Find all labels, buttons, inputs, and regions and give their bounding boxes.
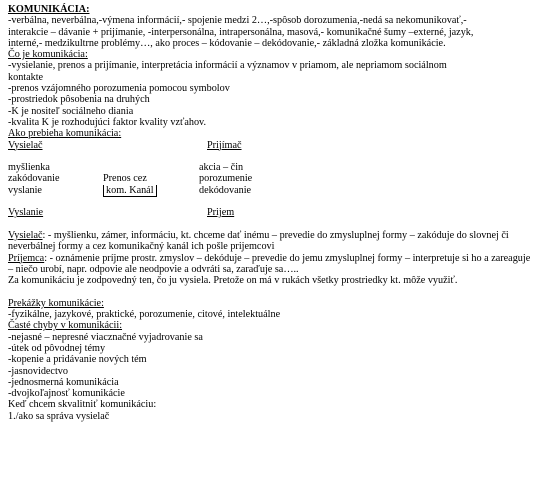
what-line: -K je nositeľ sociálneho diania: [8, 105, 134, 117]
intro-line: interné,- medzikultrne problémy…, ako proces – kódovanie – dekódovanie,- základná zložka komunikácie.: [8, 37, 446, 49]
errors-line: -nejasné – nepresné viacznačné vyjadrovanie sa: [8, 331, 203, 343]
receiver-text: : - oznámenie príjme prostr. zmyslov – dekóduje – prevedie do jemu zmysluplnej formy – interpretuje si ho a zareaguje – niečo urobí, napr. odpovie ale neodpovie a odvráti sa, zaraďuje sa…..: [8, 252, 531, 275]
responsibility-line: Za komunikáciu je zodpovedný ten, čo ju vysiela. Pretože on má v rukách všetky prostriedky kt. môže využiť.: [8, 275, 458, 287]
diagram-row: [8, 173, 533, 184]
diagram-header-row: [8, 140, 533, 151]
document: [8, 4, 533, 422]
sender-label: Vysielač: [8, 139, 43, 151]
what-line: -kvalita K je rozhodujúci faktor kvality vzťahov.: [8, 116, 207, 128]
sending-label: Vyslanie: [8, 207, 44, 219]
barriers-heading: Prekážky komunikácie:: [8, 297, 104, 309]
sender-text: : - myšlienku, zámer, informáciu, kt. chceme dať inému – prevedie do zmysluplnej formy – zakóduje do slovnej či neverbálnej formy a cez komunikačný kanál ich pošle prijemcovi: [8, 229, 509, 253]
what-line: -prenos vzájomného porozumenia pomocou symbolov: [8, 83, 230, 95]
diagram-cell: zakódovanie: [8, 173, 60, 185]
receiver-definition: [8, 253, 533, 276]
diagram-cell: dekódovanie: [199, 184, 252, 196]
diagram-cell: myšlienka: [8, 162, 50, 174]
errors-line: -dvojkoľajnosť komunikácie: [8, 388, 125, 400]
receiver-label: Prijímač: [207, 139, 242, 151]
diagram-footer-row: [8, 207, 533, 218]
diagram-cell: porozumenie: [199, 173, 253, 185]
how-heading: Ako prebieha komunikácia:: [8, 128, 122, 140]
sender-term: Vysielač: [8, 229, 43, 241]
diagram-cell: vyslanie: [8, 184, 42, 196]
what-heading: Čo je komunikácia:: [8, 49, 88, 61]
intro-line: -verbálna, neverbálna,-výmena informácií,- spojenie medzi 2…,-spôsob dorozumenia,-nedá sa nekomunikovať,-: [8, 15, 467, 27]
errors-line: -útek od pôvodnej témy: [8, 342, 106, 354]
diagram-cell: akcia – čin: [199, 162, 244, 174]
errors-heading: Časté chyby v komunikácii:: [8, 320, 123, 332]
intro-line: interakcie – dávanie + prijímanie, -interpersonálna, intrapersonálna, masová,- komunikačné šumy –externé, jazyk,: [8, 26, 474, 38]
channel-box: kom. Kanál: [103, 185, 157, 197]
barriers-line: -fyzikálne, jazykové, praktické, porozumenie, citové, intelektuálne: [8, 309, 281, 321]
errors-line: -jasnovidectvo: [8, 365, 68, 377]
what-line: kontakte: [8, 71, 44, 83]
last-line: 1./ako sa správa vysielač: [8, 410, 110, 422]
receiving-label: Prijem: [207, 207, 235, 219]
document-title: KOMUNIKÁCIA:: [8, 4, 90, 15]
sender-definition: [8, 230, 533, 253]
what-line: -prostriedok pôsobenia na druhých: [8, 94, 150, 106]
receiver-term: Príjemca: [8, 252, 45, 264]
errors-line: -jednosmerná komunikácia: [8, 376, 119, 388]
diagram-row: [8, 162, 533, 173]
what-line: -vysielanie, prenos a prijímanie, interpretácia informácií a významov v priamom, ale nepriamom sociálnom: [8, 60, 447, 72]
errors-line: -kopenie a pridávanie nových tém: [8, 354, 147, 366]
diagram-row: [8, 185, 533, 196]
channel-label: Prenos cez: [103, 173, 147, 185]
improve-line: Keď chcem skvalitniť komunikáciu:: [8, 399, 157, 411]
